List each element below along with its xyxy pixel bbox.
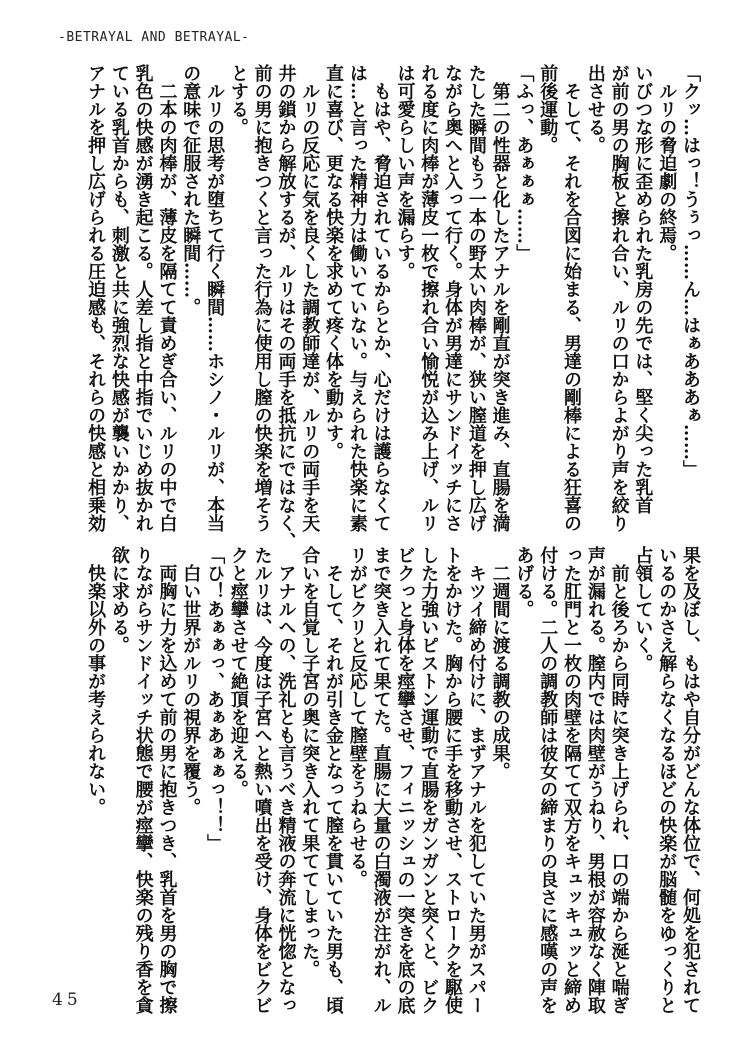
text-line: とする。 bbox=[227, 64, 249, 136]
text-line: 二本の肉棒が、薄皮を隔てて責めぎ合い、ルリの中で白 bbox=[156, 64, 178, 532]
text-line: 「ふっ、あぁぁぁ……」 bbox=[513, 64, 535, 262]
text-line: ルリの思考が堕ちて行く瞬間……ホシノ・ルリが、本当 bbox=[204, 64, 226, 532]
text-line: は…と言った精神力は働いていない。与えられた快楽に素 bbox=[346, 64, 368, 532]
running-title: -BETRAYAL AND BETRAYAL- bbox=[58, 30, 250, 45]
text-line: クと痙攣させて絶頂を迎える。 bbox=[227, 546, 249, 798]
text-line: 直に喜び、更なる快楽を求めて疼く体を動かす。 bbox=[323, 64, 345, 460]
text-line: そして、それが引き金となって膣を貫いていた男も、頃 bbox=[323, 546, 345, 1014]
text-line: 「ひ！あぁぁっ、あぁあぁぁっ！！」 bbox=[204, 546, 226, 852]
text-line: リがビクリと反応して膣壁をうねらせる。 bbox=[346, 546, 368, 888]
text-line: もはや、脅迫されているからとか、心だけは護らなくて bbox=[370, 64, 392, 532]
text-line: まで突き入れて果てた。直腸に大量の白濁液が注がれ、ル bbox=[370, 546, 392, 1014]
text-line: 前後運動。 bbox=[537, 64, 559, 154]
text-line: 合いを自覚し子宮の奥に突き入れて果ててしまった。 bbox=[299, 546, 321, 978]
text-line: が前の男の胸板と擦れ合い、ルリの口からよがり声を絞り bbox=[608, 64, 630, 532]
text-line: 井の鎖から解放するが、ルリはその両手を抵抗にではなく、 bbox=[275, 64, 297, 550]
text-line: 前の男に抱きつくと言った行為に使用し膣の快楽を増そう bbox=[251, 64, 273, 532]
text-line: 声が漏れる。膣内では肉壁がうねり、男根が容赦なく陣取 bbox=[584, 546, 606, 1014]
text-line: いびつな形に歪められた乳房の先では、堅く尖った乳首 bbox=[632, 64, 654, 514]
text-line: 白い世界がルリの視界を覆う。 bbox=[180, 546, 202, 816]
text-line: 出させる。 bbox=[584, 64, 606, 154]
text-line: アナルへの、洗礼とも言うべき精液の奔流に恍惚となっ bbox=[275, 546, 297, 1014]
text-line: ている乳首からも、刺激と共に強烈な快感が襲いかかり、 bbox=[108, 64, 130, 532]
text-line: そして、それを合図に始まる、男達の剛棒による狂喜の bbox=[561, 64, 583, 532]
text-line: 占領していく。 bbox=[632, 546, 654, 672]
text-block-top bbox=[62, 64, 702, 550]
text-line: 快楽以外の事が考えられない。 bbox=[85, 546, 107, 816]
text-line: れる度に肉棒が薄皮一枚で擦れ合い愉悦が込み上げ、ルリ bbox=[418, 64, 440, 532]
text-line: ビクっと身体を痙攣させ、フィニッシュの一突きを底の底 bbox=[394, 546, 416, 1014]
text-line: ルリの脅迫劇の終焉。 bbox=[656, 64, 678, 262]
text-line: 果を及ぼし、もはや自分がどんな体位で、何処を犯されて bbox=[680, 546, 701, 1014]
text-line: した力強いピストン運動で直腸をガンガンと突くと、ビク bbox=[418, 546, 440, 1014]
text-line: 欲に求める。 bbox=[108, 546, 130, 654]
text-line: あげる。 bbox=[513, 546, 535, 618]
page-number: 45 bbox=[52, 990, 82, 1010]
text-line: たルリは、今度は子宮へと熱い噴出を受け、身体をビクビ bbox=[251, 546, 273, 1014]
text-line: った肛門と一枚の肉壁を隔てて双方をキュッキュッと締め bbox=[561, 546, 583, 1014]
text-line: 二週間に渡る調教の成果。 bbox=[489, 546, 511, 780]
text-line: たした瞬間もう一本の野太い肉棒が、狭い膣道を押し広げ bbox=[465, 64, 487, 532]
text-line: 乳色の快感が湧き起こる。人差し指と中指でいじめ抜かれ bbox=[132, 64, 154, 532]
text-line: 前と後ろから同時に突き上げられ、口の端から涎と喘ぎ bbox=[608, 546, 630, 1014]
text-line: いるのかさえ解らなくなるほどの快楽が脳髄をゆっくりと bbox=[656, 546, 678, 1014]
text-line: ルリの反応に気を良くした調教師達が、ルリの両手を天 bbox=[299, 64, 321, 532]
text-line: 両胸に力を込めて前の男に抱きつき、乳首を男の胸で擦 bbox=[156, 546, 178, 1014]
text-line: の意味で征服された瞬間……。 bbox=[180, 64, 202, 316]
text-line: トをかけた。胸から腰に手を移動させ、ストロークを駆使 bbox=[442, 546, 464, 1014]
text-line: キツイ締め付けに、まずアナルを犯していた男がスパー bbox=[465, 546, 487, 1014]
text-line: アナルを押し広げられる圧迫感も、それらの快感と相乗効 bbox=[85, 64, 107, 532]
text-line: 付ける。二人の調教師は彼女の締まりの良さに感嘆の声を bbox=[537, 546, 559, 1014]
text-line: りながらサンドイッチ状態で腰が痙攣、快楽の残り香を貪 bbox=[132, 546, 154, 1014]
text-line: は可愛らしい声を漏らす。 bbox=[394, 64, 416, 280]
text-line: 第二の性器と化したアナルを剛直が突き進み、直腸を満 bbox=[489, 64, 511, 532]
text-line: 「クッ…はっ！うぅっ……ん…はぁあああぁ……」 bbox=[680, 64, 701, 478]
text-line: ながら奥へと入って行く。身体が男達にサンドイッチにさ bbox=[442, 64, 464, 532]
